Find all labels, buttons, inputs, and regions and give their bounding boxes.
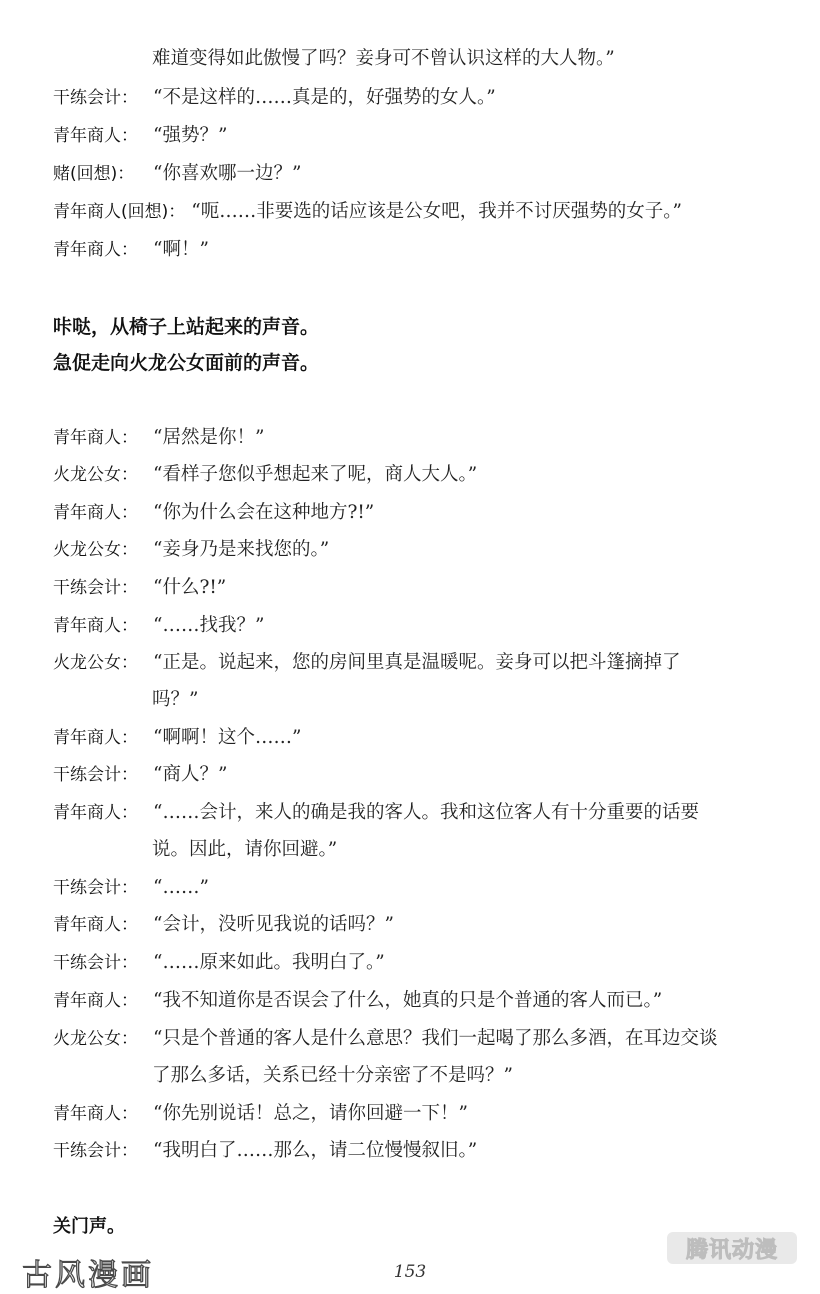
dialogue-text: “呃……非要选的话应该是公女吧，我并不讨厌强势的女子。” bbox=[191, 201, 682, 222]
continuation-line: 了那么多话，关系已经十分亲密了不是吗？” bbox=[152, 1065, 513, 1086]
dialogue-line bbox=[53, 197, 682, 227]
speaker-label: 青年商人： bbox=[53, 1104, 138, 1124]
speaker-label: 干练会计： bbox=[53, 953, 138, 973]
speaker-label: 青年商人： bbox=[53, 803, 138, 823]
speaker-label: 干练会计： bbox=[53, 878, 138, 898]
dialogue-text: “居然是你！” bbox=[153, 427, 265, 448]
dialogue-line bbox=[53, 948, 385, 978]
dialogue-line bbox=[53, 986, 662, 1016]
dialogue-text: “你为什么会在这种地方?!” bbox=[153, 502, 375, 523]
narration-line: 急促走向火龙公女面前的声音。 bbox=[53, 352, 320, 374]
speaker-label: 青年商人： bbox=[53, 616, 138, 636]
dialogue-text: “……原来如此。我明白了。” bbox=[153, 952, 385, 973]
speaker-label: 赌(回想)： bbox=[53, 164, 135, 184]
narration-line: 咔哒，从椅子上站起来的声音。 bbox=[53, 316, 320, 338]
continuation-line: 说。因此，请你回避。” bbox=[152, 839, 338, 860]
dialogue-text: “……” bbox=[153, 877, 209, 898]
dialogue-line bbox=[53, 573, 226, 603]
speaker-label: 青年商人： bbox=[53, 503, 138, 523]
watermark-logo-left: 古风漫画 bbox=[22, 1258, 154, 1293]
dialogue-text: “啊！” bbox=[153, 239, 209, 260]
dialogue-line bbox=[53, 83, 496, 113]
speaker-label: 干练会计： bbox=[53, 1141, 138, 1161]
dialogue-line bbox=[53, 723, 301, 753]
speaker-label: 青年商人： bbox=[53, 991, 138, 1011]
dialogue-text: “妾身乃是来找您的。” bbox=[153, 539, 330, 560]
dialogue-text: “你喜欢哪一边？” bbox=[153, 163, 302, 184]
dialogue-text: “不是这样的……真是的，好强势的女人。” bbox=[153, 87, 496, 108]
dialogue-line bbox=[53, 1099, 468, 1129]
dialogue-line bbox=[53, 760, 227, 790]
speaker-label: 青年商人： bbox=[53, 428, 138, 448]
dialogue-line bbox=[53, 611, 264, 641]
dialogue-text: “我明白了……那么，请二位慢慢叙旧。” bbox=[153, 1140, 478, 1161]
dialogue-line bbox=[53, 1136, 477, 1166]
dialogue-text: “正是。说起来，您的房间里真是温暖呢。妾身可以把斗篷摘掉了 bbox=[153, 652, 681, 673]
page-number: 153 bbox=[393, 1262, 427, 1282]
dialogue-text: “只是个普通的客人是什么意思？我们一起喝了那么多酒，在耳边交谈 bbox=[153, 1028, 718, 1049]
dialogue-line bbox=[53, 159, 301, 189]
dialogue-line bbox=[53, 235, 209, 265]
dialogue-line bbox=[53, 910, 394, 940]
dialogue-text: “我不知道你是否误会了什么，她真的只是个普通的客人而已。” bbox=[153, 990, 663, 1011]
narration-line: 关门声。 bbox=[53, 1216, 125, 1237]
dialogue-text: “……会计，来人的确是我的客人。我和这位客人有十分重要的话要 bbox=[153, 802, 699, 823]
dialogue-line bbox=[53, 423, 264, 453]
dialogue-text: “商人？” bbox=[153, 764, 228, 785]
continuation-line: 吗？” bbox=[152, 689, 199, 710]
speaker-label: 火龙公女： bbox=[53, 540, 138, 560]
dialogue-line bbox=[53, 873, 209, 903]
speaker-label: 火龙公女： bbox=[53, 465, 138, 485]
speaker-label: 火龙公女： bbox=[53, 1029, 138, 1049]
dialogue-text: “看样子您似乎想起来了呢，商人大人。” bbox=[153, 464, 478, 485]
speaker-label: 青年商人： bbox=[53, 240, 138, 260]
speaker-label: 青年商人： bbox=[53, 915, 138, 935]
dialogue-text: “你先别说话！总之，请你回避一下！” bbox=[153, 1103, 468, 1124]
dialogue-text: “强势？” bbox=[153, 125, 228, 146]
speaker-label: 干练会计： bbox=[53, 88, 138, 108]
dialogue-line bbox=[53, 648, 680, 678]
speaker-label: 青年商人(回想)： bbox=[53, 202, 186, 222]
speaker-label: 青年商人： bbox=[53, 126, 138, 146]
speaker-label: 干练会计： bbox=[53, 578, 138, 598]
dialogue-line bbox=[53, 798, 699, 828]
dialogue-text: “什么?!” bbox=[153, 577, 227, 598]
dialogue-text: “啊啊！这个……” bbox=[153, 727, 302, 748]
continuation-line: 难道变得如此傲慢了吗？妾身可不曾认识这样的大人物。” bbox=[152, 48, 615, 69]
dialogue-line bbox=[53, 535, 329, 565]
speaker-label: 干练会计： bbox=[53, 765, 138, 785]
dialogue-text: “会计，没听见我说的话吗？” bbox=[153, 914, 394, 935]
dialogue-line bbox=[53, 1024, 717, 1054]
dialogue-line bbox=[53, 460, 477, 490]
watermark-logo-right: 腾讯动漫 bbox=[667, 1232, 797, 1264]
speaker-label: 青年商人： bbox=[53, 728, 138, 748]
dialogue-line bbox=[53, 498, 374, 528]
speaker-label: 火龙公女： bbox=[53, 653, 138, 673]
dialogue-line bbox=[53, 121, 227, 151]
dialogue-text: “……找我？” bbox=[153, 615, 265, 636]
